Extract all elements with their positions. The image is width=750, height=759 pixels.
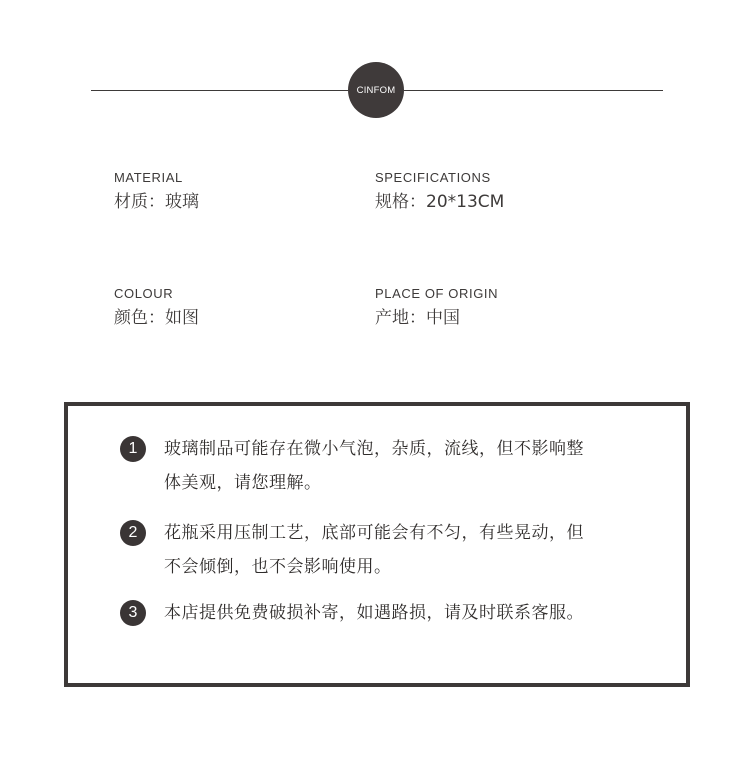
brand-badge: CINFOM — [348, 62, 404, 118]
spec-origin-value: 产地：中国 — [375, 308, 460, 328]
notice-box — [64, 402, 690, 687]
notice-text: 花瓶采用压制工艺，底部可能会有不匀，有些晃动，但不会倾倒，也不会影响使用。 — [164, 523, 584, 577]
spec-origin-label: PLACE OF ORIGIN — [375, 286, 499, 301]
spec-specifications — [375, 170, 504, 213]
notice-item — [120, 600, 600, 630]
spec-colour-value: 颜色：如图 — [114, 308, 199, 328]
number-badge-icon: 1 — [120, 436, 146, 462]
notice-item — [120, 436, 600, 500]
spec-colour — [114, 286, 199, 329]
number-badge-icon: 2 — [120, 520, 146, 546]
header-divider-left — [91, 90, 348, 91]
spec-specifications-value: 规格：20*13CM — [375, 192, 505, 212]
spec-material-value: 材质：玻璃 — [114, 192, 199, 212]
spec-specifications-label: SPECIFICATIONS — [375, 170, 491, 185]
spec-colour-label: COLOUR — [114, 286, 174, 301]
spec-material — [114, 170, 199, 213]
spec-material-label: MATERIAL — [114, 170, 183, 185]
notice-item — [120, 520, 600, 584]
notice-text: 玻璃制品可能存在微小气泡，杂质，流线，但不影响整体美观，请您理解。 — [164, 439, 584, 493]
number-badge-icon: 3 — [120, 600, 146, 626]
spec-origin — [375, 286, 498, 329]
header-divider-right — [404, 90, 663, 91]
notice-text: 本店提供免费破损补寄，如遇路损，请及时联系客服。 — [164, 603, 584, 623]
